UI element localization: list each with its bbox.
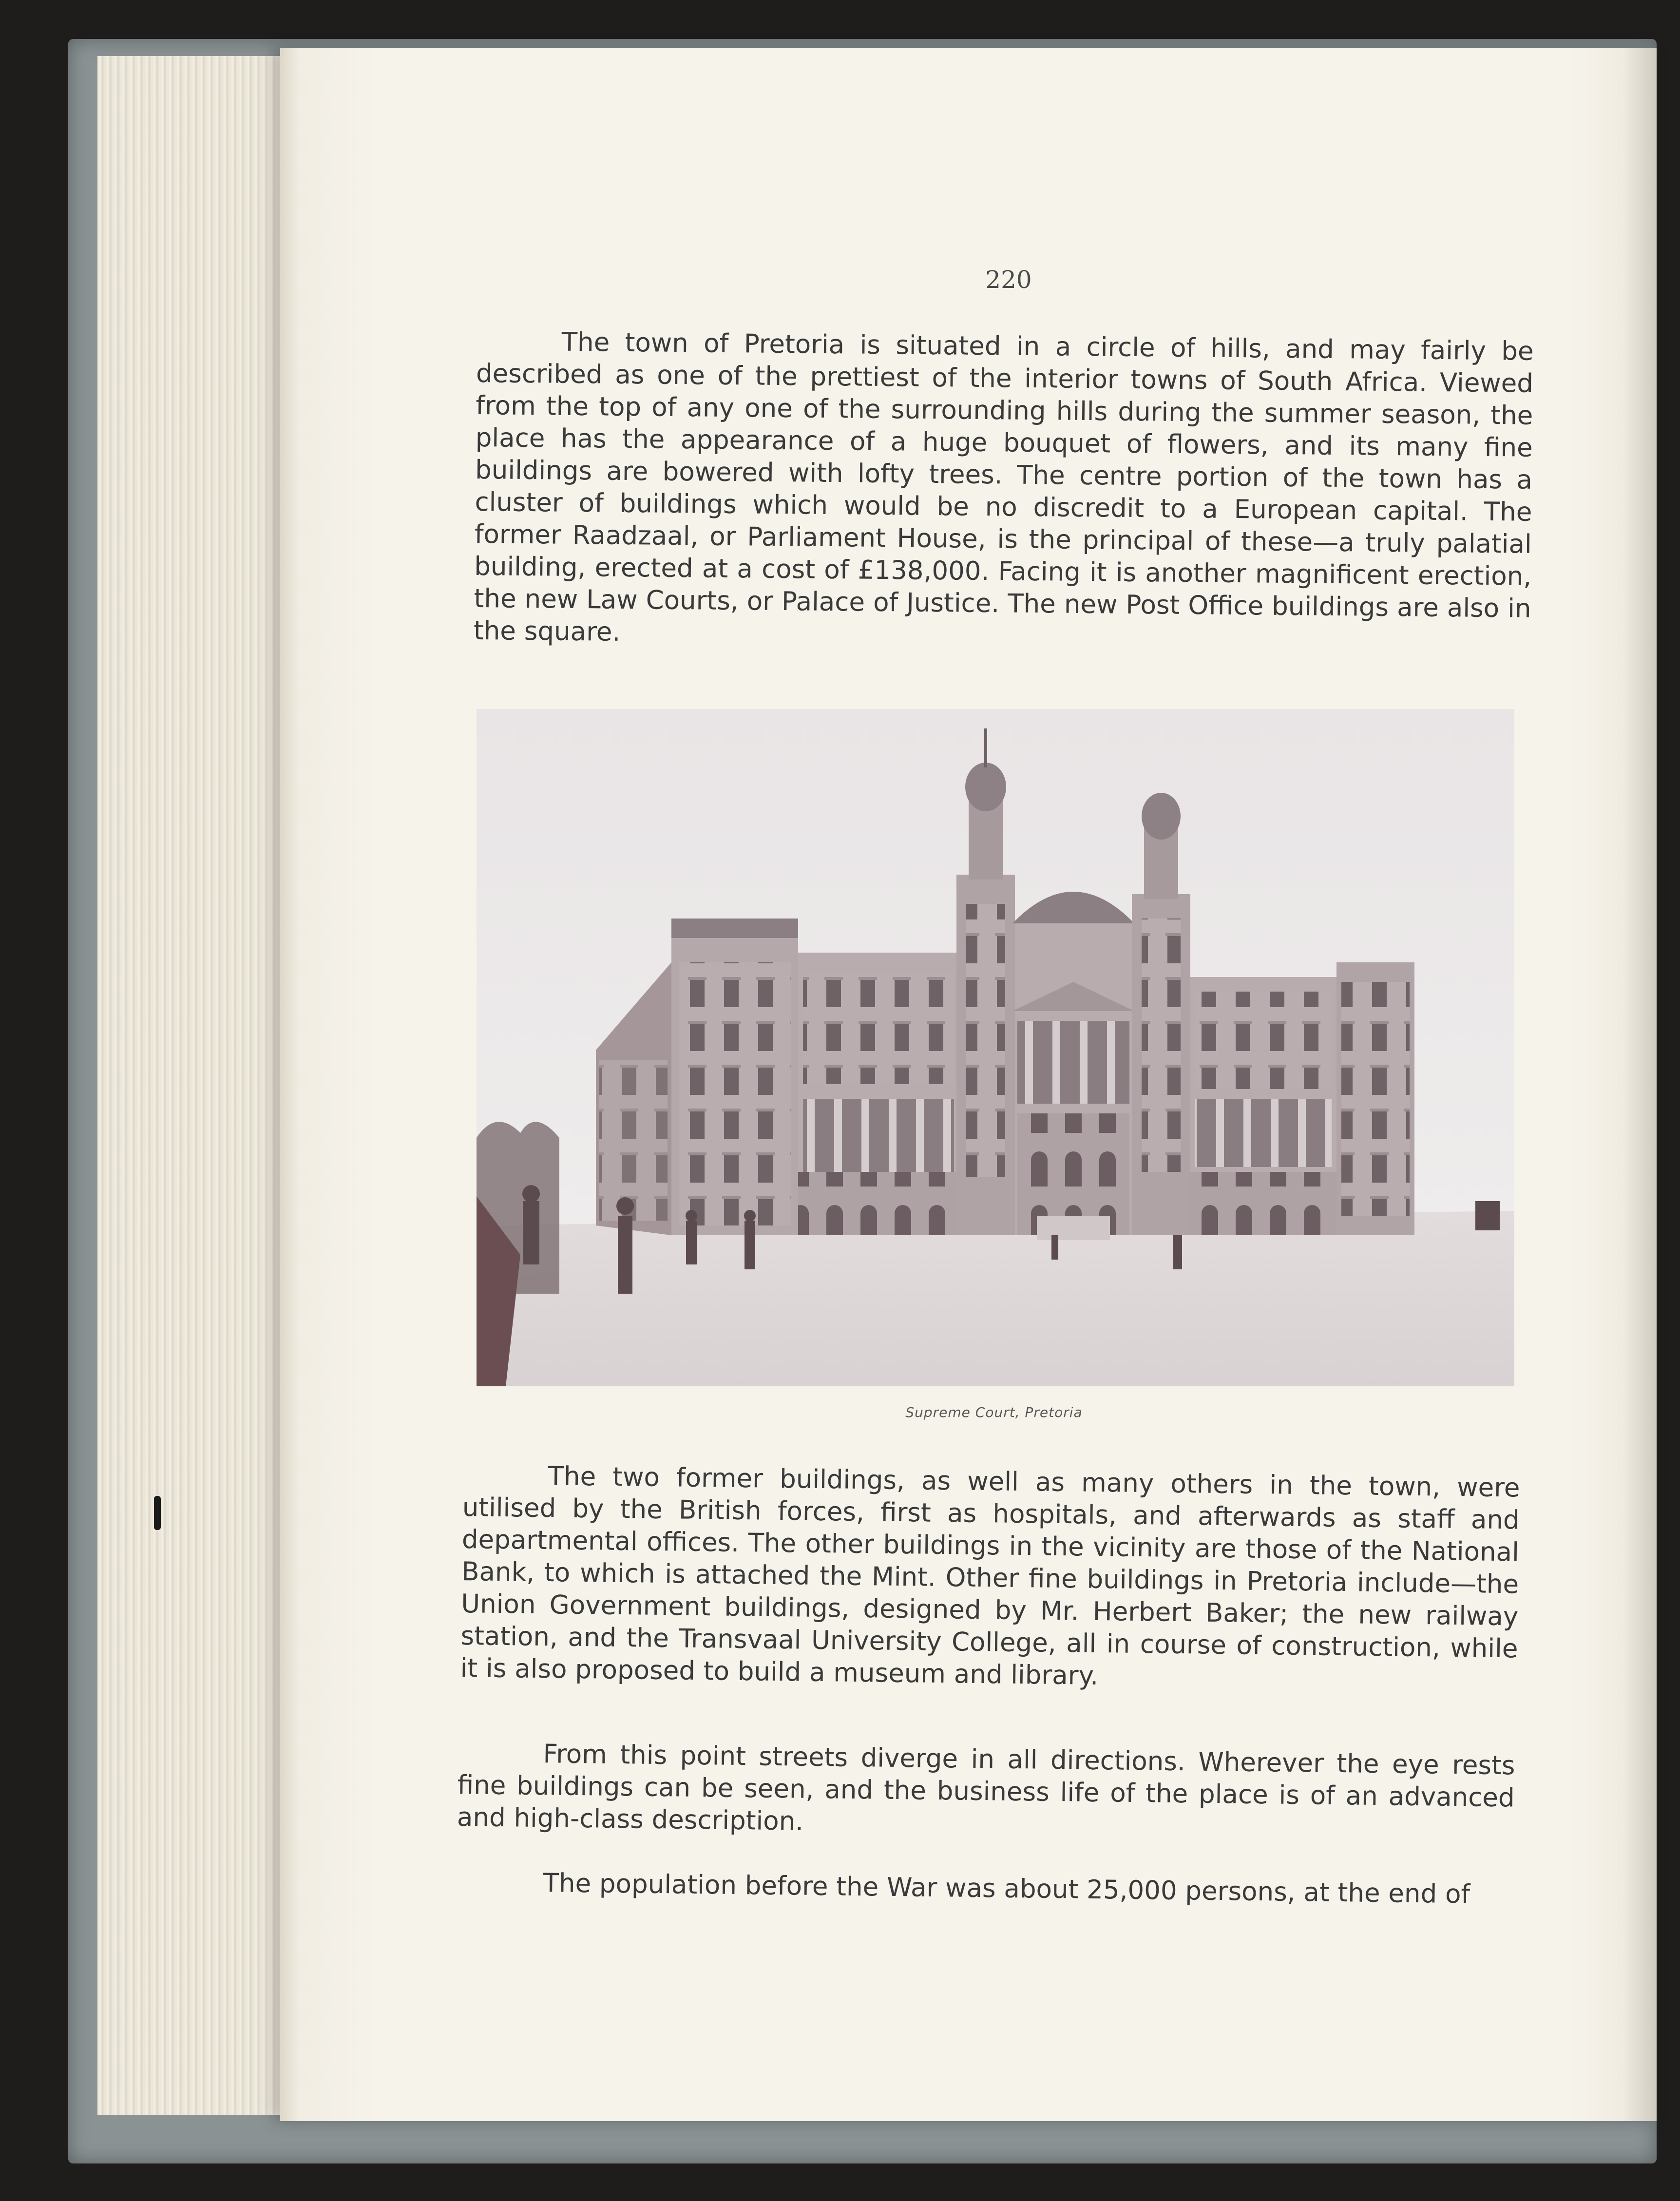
building-illustration — [477, 709, 1514, 1386]
page-number: 220 — [985, 266, 1032, 294]
page-gutter-shadow — [1623, 48, 1657, 2121]
binding-mark — [154, 1496, 161, 1530]
paragraph-2-text: The two former buildings, as well as many others in the town, were utilised by the British forces, first as hospitals, and afterwards as staff and departmental offices. The other buildings in the vicinity are those of the National Bank, to which is attached the Mint. Other fine buildings in Pretoria include—the Union Government buildings, designed by Mr. Herbert Baker; the new railway station, and the Transvaal University College, all in course of construction, while it is also proposed to build a museum and library. — [460, 1461, 1520, 1691]
paragraph-3 — [457, 1737, 1515, 1846]
paragraph-2 — [460, 1459, 1520, 1697]
figure-caption: Supreme Court, Pretoria — [905, 1404, 1083, 1420]
paragraph-1 — [474, 325, 1534, 657]
paragraph-1-text: The town of Pretoria is situated in a circle of hills, and may fairly be described as one of the prettiest of the interior towns of South Africa. Viewed from the top of any one of the surrounding hills during the summer season, the place has the appearance of a huge bouquet of flowers, and its many fine buildings are bowered with lofty trees. The centre portion of the town has a cluster of buildings which would be no discredit to a European capital. The former Raadzaal, or Parliament House, is the principal of these—a truly palatial building, erected at a cost of £138,000. Facing it is another magnificent erection, the new Law Courts, or Palace of Justice. The new Post Office buildings are also in the square. — [473, 327, 1534, 647]
supreme-court-photograph — [477, 709, 1514, 1386]
page-edges — [97, 56, 302, 2115]
paragraph-4-text: The population before the War was about 25,000 persons, at the end of — [543, 1868, 1470, 1910]
paragraph-3-text: From this point streets diverge in all directions. Wherever the eye rests fine buildings can be seen, and the business life of the place is of an advanced and high-class description. — [457, 1739, 1515, 1837]
